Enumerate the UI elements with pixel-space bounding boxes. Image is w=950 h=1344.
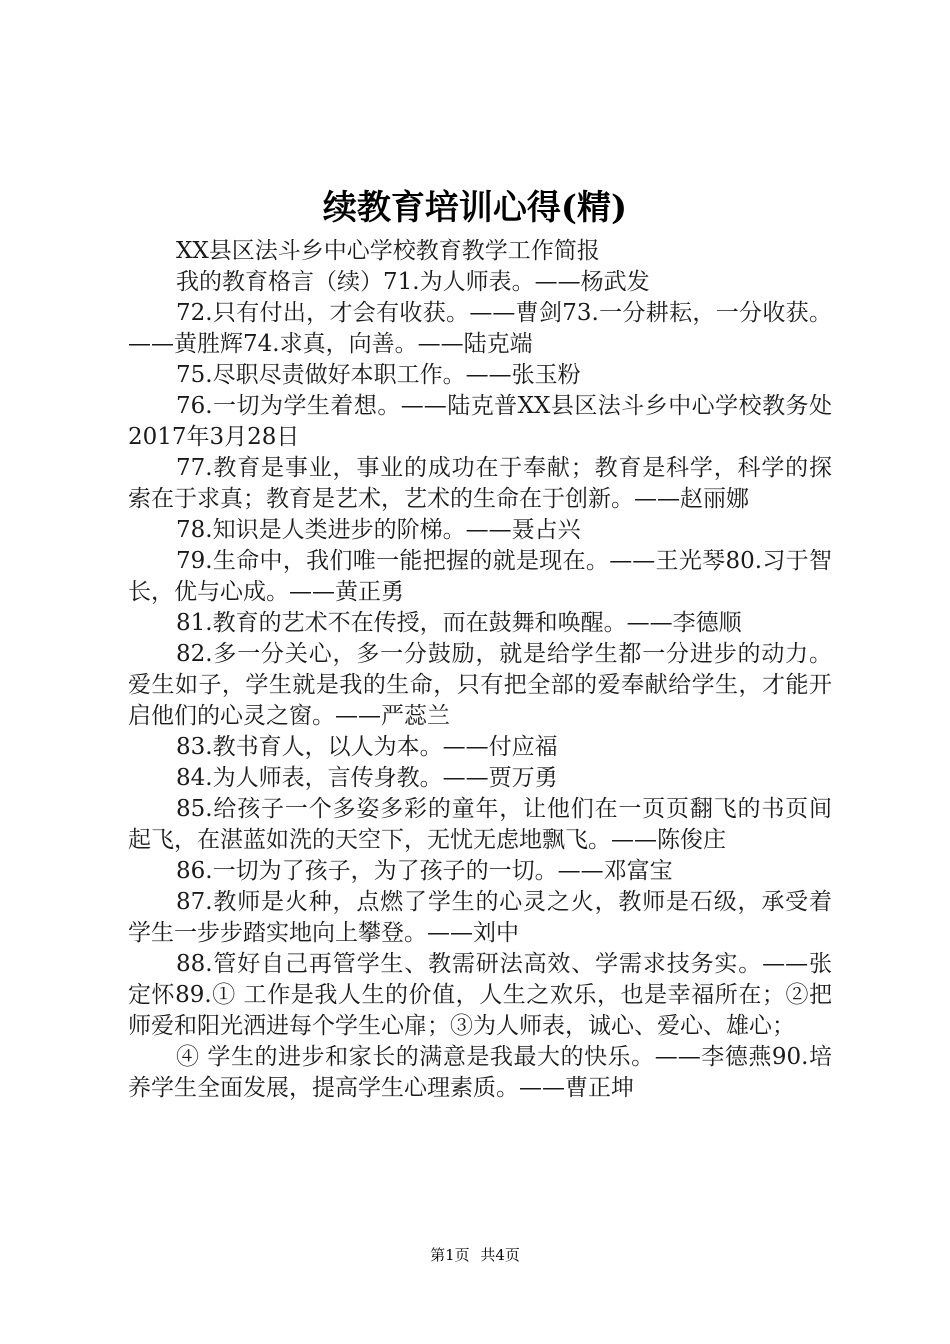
document-body <box>128 236 832 1104</box>
paragraph: 84.为人师表，言传身教。——贾万勇 <box>176 765 558 791</box>
page-number: 第1页 <box>430 1246 470 1264</box>
paragraph: 86.一切为了孩子，为了孩子的一切。——邓富宝 <box>176 858 673 884</box>
paragraph: 87.教师是火种，点燃了学生的心灵之火，教师是石级，承受着学生一步步踏实地向上攀登。——刘中 <box>128 889 832 946</box>
paragraph: ④ 学生的进步和家长的满意是我最大的快乐。——李德燕90.培养学生全面发展，提高学生心理素质。——曹正坤 <box>128 1044 832 1101</box>
paragraph: XX县区法斗乡中心学校教育教学工作简报 <box>176 238 600 264</box>
document-title: 续教育培训心得(精) <box>322 188 628 228</box>
paragraph: 83.教书育人，以人为本。——付应福 <box>176 734 558 760</box>
paragraph: 88.管好自己再管学生、教需研法高效、学需求技务实。——张定怀89.① 工作是我人生的价值，人生之欢乐，也是幸福所在；②把师爱和阳光洒进每个学生心扉；③为人师表，诚心、爱心、雄心； <box>128 951 832 1039</box>
paragraph: 78.知识是人类进步的阶梯。——聂占兴 <box>176 517 581 543</box>
paragraph: 81.教育的艺术不在传授，而在鼓舞和唤醒。——李德顺 <box>176 610 742 636</box>
paragraph: 我的教育格言（续）71.为人师表。——杨武发 <box>176 269 650 295</box>
total-pages: 共4页 <box>480 1246 520 1264</box>
paragraph: 75.尽职尽责做好本职工作。——张玉粉 <box>176 362 581 388</box>
paragraph: 72.只有付出，才会有收获。——曹剑73.一分耕耘，一分收获。——黄胜辉74.求真，向善。——陆克端 <box>128 300 832 357</box>
paragraph: 85.给孩子一个多姿多彩的童年，让他们在一页页翻飞的书页间起飞，在湛蓝如洗的天空下，无忧无虑地飘飞。——陈俊庄 <box>128 796 832 853</box>
page-footer <box>0 1244 950 1266</box>
paragraph: 82.多一分关心，多一分鼓励，就是给学生都一分进步的动力。爱生如子，学生就是我的生命，只有把全部的爱奉献给学生，才能开启他们的心灵之窗。——严蕊兰 <box>128 641 832 729</box>
paragraph: 79.生命中，我们唯一能把握的就是现在。——王光琴80.习于智长，优与心成。——黄正勇 <box>128 548 832 605</box>
paragraph: 77.教育是事业，事业的成功在于奉献；教育是科学，科学的探索在于求真；教育是艺术，艺术的生命在于创新。——赵丽娜 <box>128 455 832 512</box>
paragraph: 76.一切为学生着想。——陆克普XX县区法斗乡中心学校教务处2017年3月28日 <box>128 393 832 450</box>
